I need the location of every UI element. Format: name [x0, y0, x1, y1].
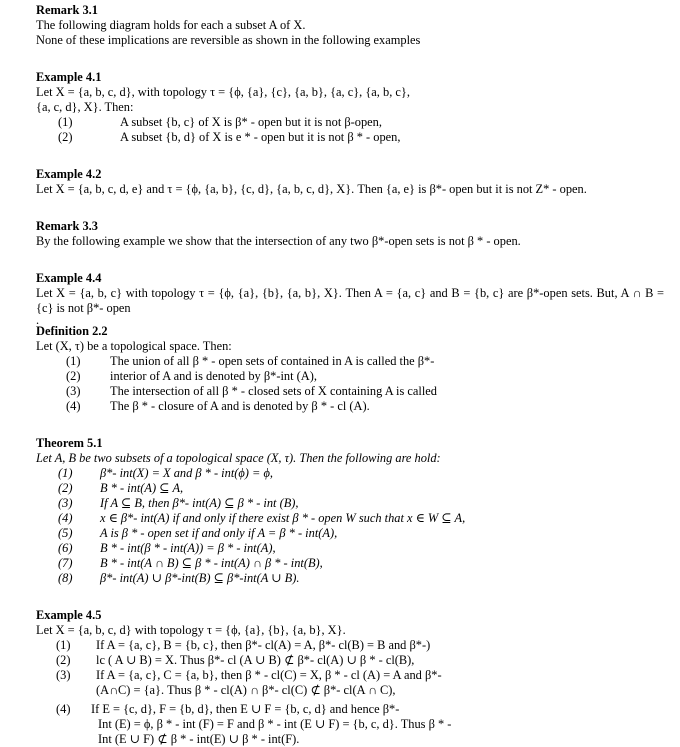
- example-4-5-intro: Let X = {a, b, c, d} with topology τ = {ϕ, {a}, {b}, {a, b}, X}.: [36, 623, 346, 637]
- remark-3-3-heading: Remark 3.3: [36, 219, 98, 233]
- item-text: x ∈ β*- int(A) if and only if there exist β * - open W such that x ∈ W ⊆ A,: [100, 511, 466, 525]
- item-number: (4): [56, 702, 71, 716]
- item-text: A subset {b, c} of X is β* - open but it is not β-open,: [120, 115, 382, 129]
- example-4-5-item: [36, 668, 670, 683]
- item-text: B * - int(A ∩ B) ⊆ β * - int(A) ∩ β * - int(B),: [100, 556, 323, 570]
- item-text: lc ( A ∪ B) = X. Thus β*- cl (A ∪ B) ⊄ β*- cl(A) ∪ β * - cl(B),: [96, 653, 415, 667]
- item-text: If A = {a, c}, C = {a, b}, then β * - cl(C) = X, β * - cl (A) = A and β*-: [96, 668, 442, 682]
- remark-3-3-text: By the following example we show that the intersection of any two β*-open sets is not β * - open.: [36, 234, 521, 248]
- item-number: (4): [66, 399, 81, 413]
- theorem-item: [36, 466, 670, 481]
- item-text: B * - int(A) ⊆ A,: [100, 481, 184, 495]
- item-number: (3): [66, 384, 81, 398]
- item-number: (5): [58, 526, 73, 540]
- example-4-2-text: Let X = {a, b, c, d, e} and τ = {ϕ, {a, b}, {c, d}, {a, b, c, d}, X}. Then {a, e} is β*- open but it is not Z* - open.: [36, 182, 587, 196]
- theorem-item: [36, 571, 670, 586]
- remark-3-1: [36, 3, 670, 48]
- example-4-4: [36, 271, 670, 327]
- item-number: (3): [56, 668, 71, 682]
- item-text: The union of all β * - open sets of contained in A is called the β*-: [110, 354, 435, 368]
- definition-item: [36, 384, 670, 399]
- document-page: [36, 3, 670, 747]
- item-number: (7): [58, 556, 73, 570]
- theorem-item: [36, 541, 670, 556]
- definition-item: [36, 369, 670, 384]
- item-text: β*- int(A) ∪ β*-int(B) ⊆ β*-int(A ∪ B).: [100, 571, 300, 585]
- item-number: (1): [58, 466, 73, 480]
- item-text: A subset {b, d} of X is e * - open but it is not β * - open,: [120, 130, 401, 144]
- example-4-5-heading: Example 4.5: [36, 608, 102, 622]
- definition-2-2-intro: Let (X, τ) be a topological space. Then:: [36, 339, 232, 353]
- example-4-1: [36, 70, 670, 145]
- example-4-4-text: Let X = {a, b, c} with topology τ = {ϕ, {a}, {b}, {a, b}, X}. Then A = {a, c} and B = {b, c} are β*-open sets. But, A ∩ B = {c} is not β*- open: [36, 286, 664, 315]
- example-4-4-heading: Example 4.4: [36, 271, 102, 285]
- item-continuation: Int (E ∪ F) ⊄ β * - int(E) ∪ β * - int(F).: [98, 732, 300, 746]
- definition-item: [36, 399, 670, 414]
- item-number: (4): [58, 511, 73, 525]
- item-text: β*- int(X) = X and β * - int(ϕ) = ϕ,: [100, 466, 273, 480]
- theorem-item: [36, 526, 670, 541]
- item-number: (6): [58, 541, 73, 555]
- theorem-item: [36, 511, 670, 526]
- example-4-5: [36, 608, 670, 747]
- item-number: (8): [58, 571, 73, 585]
- example-4-1-item: [36, 130, 670, 145]
- example-4-5-item: [36, 638, 670, 653]
- item-number: (1): [58, 115, 73, 129]
- item-continuation: Int (E) = ϕ, β * - int (F) = F and β * - int (E ∪ F) = {b, c, d}. Thus β * -: [98, 717, 452, 731]
- item-number: (2): [56, 653, 71, 667]
- item-text: If E = {c, d}, F = {b, d}, then E ∪ F = {b, c, d} and hence β*-: [91, 702, 400, 716]
- item-number: (2): [58, 481, 73, 495]
- item-continuation: (A∩C) = {a}. Thus β * - cl(A) ∩ β*- cl(C) ⊄ β*- cl(A ∩ C),: [96, 683, 396, 697]
- remark-3-3: [36, 219, 670, 249]
- item-number: (1): [66, 354, 81, 368]
- example-4-1-line: Let X = {a, b, c, d}, with topology τ = {ϕ, {a}, {c}, {a, b}, {a, c}, {a, b, c},: [36, 85, 410, 99]
- item-number: (1): [56, 638, 71, 652]
- theorem-item: [36, 556, 670, 571]
- item-text: The intersection of all β * - closed sets of X containing A is called: [110, 384, 438, 398]
- item-text: The β * - closure of A and is denoted by β * - cl (A).: [110, 399, 370, 413]
- item-text: If A = {a, c}, B = {b, c}, then β*- cl(A) = A, β*- cl(B) = B and β*-): [96, 638, 431, 652]
- item-text: interior of A and is denoted by β*-int (A),: [110, 369, 317, 383]
- definition-item: [36, 354, 670, 369]
- theorem-item: [36, 496, 670, 511]
- item-text: B * - int(β * - int(A)) = β * - int(A),: [100, 541, 276, 555]
- example-4-1-line: {a, c, d}, X}. Then:: [36, 100, 134, 114]
- example-4-2-heading: Example 4.2: [36, 167, 102, 181]
- example-4-1-item: [36, 115, 670, 130]
- item-text: If A ⊆ B, then β*- int(A) ⊆ β * - int (B),: [100, 496, 299, 510]
- theorem-5-1-intro: Let A, B be two subsets of a topological space (X, τ). Then the following are hold:: [36, 451, 441, 465]
- example-4-2: [36, 167, 670, 197]
- example-4-5-item: [36, 702, 670, 717]
- stray-dot: .: [36, 313, 40, 327]
- example-4-5-item: [36, 653, 670, 668]
- remark-3-1-heading: Remark 3.1: [36, 3, 98, 17]
- item-number: (3): [58, 496, 73, 510]
- item-number: (2): [58, 130, 73, 144]
- theorem-5-1-heading: Theorem 5.1: [36, 436, 103, 450]
- definition-2-2-heading: Definition 2.2: [36, 324, 108, 338]
- example-4-1-heading: Example 4.1: [36, 70, 102, 84]
- remark-3-1-line: None of these implications are reversible as shown in the following examples: [36, 33, 421, 47]
- remark-3-1-line: The following diagram holds for each a subset A of X.: [36, 18, 306, 32]
- item-number: (2): [66, 369, 81, 383]
- theorem-item: [36, 481, 670, 496]
- item-text: A is β * - open set if and only if A = β * - int(A),: [100, 526, 338, 540]
- theorem-5-1: [36, 436, 670, 586]
- definition-2-2: [36, 324, 670, 414]
